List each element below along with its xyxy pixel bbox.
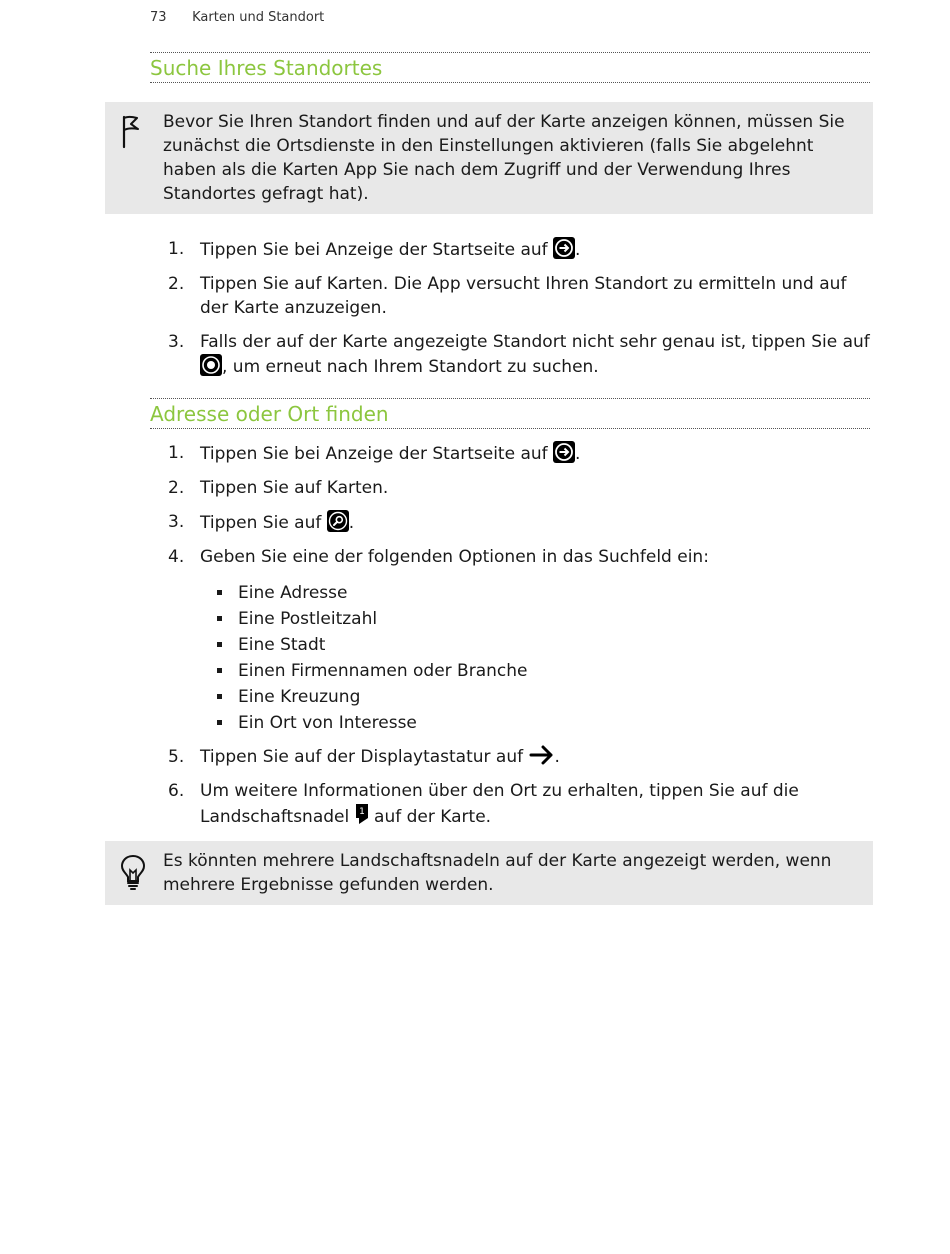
enter-arrow-icon xyxy=(529,745,555,765)
tip-text: Es könnten mehrere Landschaftsnadeln auf der Karte angezeigt werden, wenn mehrere Ergebnisse gefunden werden. xyxy=(163,851,832,895)
step-number: 1. xyxy=(168,443,185,463)
steps-list-find-address xyxy=(150,441,870,839)
list-item xyxy=(150,476,870,500)
step-text-end: . xyxy=(575,444,581,464)
locate-icon xyxy=(200,354,222,376)
page-number: 73 xyxy=(150,10,167,25)
lightbulb-icon xyxy=(119,853,147,898)
step-text-end: . xyxy=(575,240,581,260)
step-number: 2. xyxy=(168,274,185,294)
step-text: Falls der auf der Karte angezeigte Standort nicht sehr genau ist, tippen Sie auf xyxy=(200,332,870,352)
step-text: Tippen Sie auf xyxy=(200,513,327,533)
arrow-circle-icon xyxy=(553,441,575,463)
step-number: 2. xyxy=(168,478,185,498)
list-item xyxy=(150,272,870,320)
step-text: Tippen Sie auf Karten. xyxy=(200,478,389,498)
search-icon xyxy=(327,510,349,532)
step-text-end: auf der Karte. xyxy=(368,807,492,827)
arrow-circle-icon xyxy=(553,237,575,259)
step-text: Tippen Sie bei Anzeige der Startseite auf xyxy=(200,444,554,464)
list-item xyxy=(150,745,870,769)
bullet-item: Einen Firmennamen oder Branche xyxy=(200,659,870,683)
bullet-item: Eine Stadt xyxy=(200,633,870,657)
pushpin-label: 1 xyxy=(358,807,365,817)
step-number: 3. xyxy=(168,512,185,532)
step-number: 4. xyxy=(168,547,185,567)
chapter-title: Karten und Standort xyxy=(192,10,325,25)
list-item xyxy=(150,441,870,466)
step-number: 3. xyxy=(168,332,185,352)
bullet-item: Eine Postleitzahl xyxy=(200,607,870,631)
step-text: Tippen Sie auf Karten. Die App versucht Ihren Standort zu ermitteln und auf der Karte anzuzeigen. xyxy=(200,274,847,318)
step-number: 5. xyxy=(168,747,185,767)
step-text: Um weitere Informationen über den Ort zu erhalten, tippen Sie auf die Landschaftsnadel xyxy=(200,781,799,827)
section-heading-find-location: Suche Ihres Standortes xyxy=(150,52,870,83)
list-item xyxy=(150,237,870,262)
step-text-end: , um erneut nach Ihrem Standort zu suchen. xyxy=(222,357,599,377)
list-item xyxy=(150,330,870,379)
step-text: Geben Sie eine der folgenden Optionen in das Suchfeld ein: xyxy=(200,547,709,567)
step-number: 6. xyxy=(168,781,185,801)
list-item xyxy=(150,779,870,829)
list-item xyxy=(150,545,870,735)
step-text: Tippen Sie bei Anzeige der Startseite auf xyxy=(200,240,554,260)
step-text-end: . xyxy=(348,513,355,533)
options-list xyxy=(200,581,870,735)
step-text: Tippen Sie auf der Displaytastatur auf xyxy=(200,747,529,767)
bullet-item: Eine Adresse xyxy=(200,581,870,605)
bullet-item: Ein Ort von Interesse xyxy=(200,711,870,735)
note-text: Bevor Sie Ihren Standort finden und auf der Karte anzeigen können, müssen Sie zunächst die Ortsdienste in den Einstellungen aktivieren (falls Sie abgelehnt haben als die Karten App Sie nach dem Zugriff und der Verwendung Ihres Standortes gefragt hat). xyxy=(163,112,845,204)
step-number: 1. xyxy=(168,239,185,259)
flag-icon xyxy=(119,114,141,157)
bullet-item: Eine Kreuzung xyxy=(200,685,870,709)
note-box xyxy=(105,102,873,214)
section-heading-find-address: Adresse oder Ort finden xyxy=(150,398,870,429)
pushpin-icon xyxy=(355,803,369,825)
page-header xyxy=(150,10,324,25)
step-text-end: . xyxy=(554,747,560,767)
steps-list-find-location xyxy=(150,237,870,389)
tip-box xyxy=(105,841,873,905)
list-item xyxy=(150,510,870,535)
